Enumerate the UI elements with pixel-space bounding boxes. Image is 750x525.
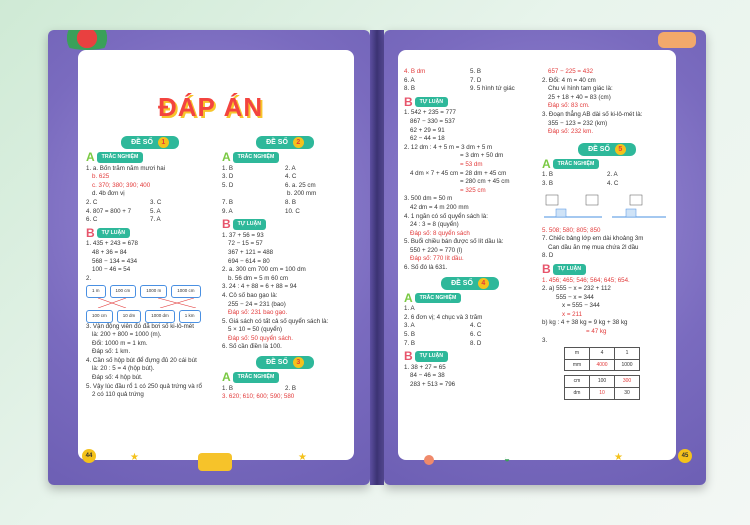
tu-luan-heading: B TỰ LUẬN bbox=[542, 264, 672, 275]
answer-line: 3. D bbox=[222, 173, 234, 181]
answer-line: Đáp số: 4 hộp bút. bbox=[92, 374, 143, 382]
answer-line: 7. Chiếc bảng lớp em dài khoảng 3m bbox=[542, 235, 644, 243]
answer-line: b. 56 dm = 5 m 60 cm bbox=[228, 274, 289, 282]
answer-line: 9. A bbox=[222, 207, 233, 215]
de-so-1-badge: ĐỀ SỐ 1 bbox=[121, 136, 179, 149]
answer-line: 2. C bbox=[86, 198, 98, 206]
page-title: ĐÁP ÁN bbox=[158, 92, 264, 122]
answer-line: 694 − 614 = 80 bbox=[228, 257, 270, 265]
answer-line: 2. a) 555 − x = 232 + 112 bbox=[542, 285, 611, 293]
answer-line: 4. C bbox=[607, 179, 619, 187]
answer-line: 4. C bbox=[285, 173, 297, 181]
answer-line: 2. bbox=[86, 274, 92, 282]
star-icon: ★ bbox=[614, 452, 623, 463]
column-right-1 bbox=[404, 68, 536, 390]
answer-line: 62 + 29 = 91 bbox=[410, 126, 445, 134]
open-book bbox=[48, 30, 706, 500]
book-spine bbox=[370, 30, 384, 485]
trac-nghiem-heading: A TRẮC NGHIỆM bbox=[86, 152, 214, 163]
right-page bbox=[384, 30, 706, 485]
answer-line: 100 − 46 = 54 bbox=[92, 266, 131, 274]
answer-line: b. 625 bbox=[92, 173, 110, 181]
answer-line: 3. 500 dm = 50 m bbox=[404, 195, 453, 203]
letter-a-icon: A bbox=[222, 370, 231, 385]
answer-line: 4. C bbox=[470, 322, 482, 330]
answer-line: 4. Cô số bao gạo là: bbox=[222, 291, 278, 299]
answer-line: 8. D bbox=[470, 339, 482, 347]
flower-decoration bbox=[56, 30, 118, 50]
answer-line: Đáp số: 50 quyển sách. bbox=[228, 334, 294, 342]
answer-line: b. 200 mm bbox=[287, 190, 317, 198]
balance-scale-diagrams bbox=[542, 191, 670, 225]
balloon-icon bbox=[424, 455, 434, 465]
answer-line: 3. Vận động viên đó đã bơi số ki-lô-mét bbox=[86, 322, 194, 330]
answer-line: 3. C bbox=[150, 198, 162, 206]
answer-line: 1. 37 + 56 = 93 bbox=[222, 231, 264, 239]
de-so-3-badge: ĐỀ SỐ 3 bbox=[256, 356, 314, 369]
unit-box: 1 m bbox=[86, 285, 106, 298]
answer-line: 5. 508; 580; 805; 850 bbox=[542, 226, 601, 234]
answer-line: 5. A bbox=[150, 207, 161, 215]
column-de-so-2 bbox=[222, 136, 348, 402]
answer-line: 2. 6 đơn vị; 4 chục và 3 trăm bbox=[404, 313, 483, 321]
answer-line: 367 + 121 = 488 bbox=[228, 248, 274, 256]
answer-line: 6. Số đó là 631. bbox=[404, 264, 448, 272]
answer-line: 5 × 10 = 50 (quyển) bbox=[228, 326, 283, 334]
answer-line: 10. C bbox=[285, 207, 300, 215]
answer-line: d. 4b đơn vị bbox=[92, 190, 125, 198]
answer-line: = 3 dm + 50 dm bbox=[460, 152, 504, 160]
letter-b-icon: B bbox=[404, 94, 413, 109]
answer-line: 2. Đổi: 4 m = 40 cm bbox=[542, 76, 596, 84]
answer-line: Can dầu ăn mẹ mua chứa 2l dầu bbox=[548, 243, 639, 251]
answer-line: 5. Giá sách có tất cả số quyển sách là: bbox=[222, 317, 329, 325]
answer-line: 8. B bbox=[404, 85, 416, 93]
matching-boxes-top bbox=[86, 285, 214, 298]
tu-luan-heading: B TỰ LUẬN bbox=[404, 97, 536, 108]
answer-line: 5. Vậy lúc đầu rổ 1 có 250 quả trứng và rổ bbox=[86, 382, 202, 390]
letter-b-icon: B bbox=[86, 225, 95, 240]
answer-line: 867 − 330 = 537 bbox=[410, 117, 456, 125]
answer-line: 4. Cần số hộp bút để đựng đủ 20 cái bút bbox=[86, 356, 197, 364]
answer-line: Đáp số: 8 quyển sách bbox=[410, 229, 470, 237]
trac-nghiem-heading: A TRẮC NGHIỆM bbox=[404, 293, 536, 304]
answer-line: 2. 12 dm : 4 + 5 m = 3 dm + 5 m bbox=[404, 143, 493, 151]
watermelon-icon: ◒ bbox=[504, 454, 511, 465]
trac-nghiem-heading: A TRẮC NGHIỆM bbox=[542, 159, 672, 170]
answer-line: Đáp số: 1 km. bbox=[92, 348, 131, 356]
answer-line: 3. B bbox=[542, 179, 554, 187]
answer-line: 568 − 134 = 434 bbox=[92, 257, 138, 265]
answer-line: = 325 cm bbox=[460, 186, 486, 194]
answer-line: 7. B bbox=[222, 198, 234, 206]
unit-conversion-table: m 4 1 mm 4000 1000 bbox=[564, 347, 640, 371]
trac-nghiem-heading: A TRẮC NGHIỆM bbox=[222, 152, 348, 163]
unit-box: 1000 m bbox=[140, 285, 167, 298]
page-number-right: 45 bbox=[678, 449, 692, 463]
answer-line: 1. 38 + 27 = 65 bbox=[404, 363, 446, 371]
answer-line: 6. a. 25 cm bbox=[285, 181, 316, 189]
answer-line: là: 20 : 5 = 4 (hộp bút). bbox=[92, 365, 155, 373]
de-so-2-badge: ĐỀ SỐ 2 bbox=[256, 136, 314, 149]
answer-line: 25 + 18 + 40 = 83 (cm) bbox=[548, 93, 611, 101]
letter-b-icon: B bbox=[404, 349, 413, 364]
column-de-so-1 bbox=[86, 136, 214, 400]
answer-line: 48 + 36 = 84 bbox=[92, 248, 127, 256]
answer-line: Đáp số: 232 km. bbox=[548, 128, 594, 136]
letter-a-icon: A bbox=[222, 150, 231, 164]
answer-line: 6. A bbox=[404, 76, 415, 84]
answer-sheet-right bbox=[398, 50, 676, 460]
tu-luan-heading: B TỰ LUẬN bbox=[222, 219, 348, 230]
answer-line: 1. A bbox=[404, 305, 415, 313]
answer-line: 1. 456; 465; 546; 564; 645; 654. bbox=[542, 276, 630, 284]
answer-line: 2. A bbox=[285, 164, 296, 172]
letter-a-icon: A bbox=[542, 156, 551, 171]
answer-line: 255 − 24 = 231 (bao) bbox=[228, 300, 286, 308]
left-page bbox=[48, 30, 370, 485]
answer-line: 3. 620; 610; 600; 590; 580 bbox=[222, 393, 295, 401]
kids-illustration bbox=[658, 32, 696, 48]
unit-box: 1 km bbox=[179, 310, 201, 323]
answer-line: 4 dm × 7 + 45 cm = 28 dm + 45 cm bbox=[410, 169, 507, 177]
unit-box: 1000 dm bbox=[145, 310, 175, 323]
answer-line: = 47 kg bbox=[586, 328, 607, 336]
answer-line: 42 dm = 4 m 200 mm bbox=[410, 203, 469, 211]
column-right-2 bbox=[542, 68, 672, 400]
answer-line: 657 − 225 = 432 bbox=[548, 68, 594, 75]
answer-line: 1. a. Bốn trăm năm mươi hai bbox=[86, 164, 166, 172]
answer-line: 6. C bbox=[86, 216, 98, 224]
answer-line: 5. B bbox=[470, 68, 482, 75]
answer-line: Đổi: 1000 m = 1 km. bbox=[92, 339, 148, 347]
answer-line: 1. B bbox=[222, 164, 234, 172]
answer-line: là: 200 + 800 = 1000 (m). bbox=[92, 331, 162, 339]
answer-line: 8. D bbox=[542, 252, 554, 260]
star-icon: ★ bbox=[130, 452, 139, 463]
letter-a-icon: A bbox=[404, 290, 413, 305]
answer-line: 555 − x = 344 bbox=[556, 293, 594, 301]
answer-line: 1. B bbox=[542, 171, 554, 179]
answer-line: = 280 cm + 45 cm bbox=[460, 178, 510, 186]
answer-line: 5. B bbox=[404, 331, 416, 339]
answer-line: 4. 807 = 800 + 7 bbox=[86, 207, 132, 215]
answer-line: 7. A bbox=[150, 216, 161, 224]
matching-lines bbox=[86, 298, 211, 308]
answer-line: c. 370; 380; 390; 400 bbox=[92, 181, 151, 189]
letter-a-icon: A bbox=[86, 150, 95, 164]
answer-line: 8. B bbox=[285, 198, 297, 206]
answer-line: 9. 5 hình tứ giác bbox=[470, 85, 515, 93]
star-icon: ★ bbox=[298, 452, 307, 463]
answer-line: 6. Số cần điền là 100. bbox=[222, 343, 282, 351]
unit-box: 100 cm bbox=[86, 310, 113, 323]
tu-luan-heading: B TỰ LUẬN bbox=[86, 228, 214, 239]
answer-line: 5. D bbox=[222, 181, 234, 189]
answer-line: 72 − 15 = 57 bbox=[228, 240, 263, 248]
answer-line: 2. A bbox=[607, 171, 618, 179]
answer-line: 4. 1 ngăn có số quyển sách là: bbox=[404, 212, 488, 220]
answer-line: 550 + 220 = 770 (l) bbox=[410, 246, 463, 254]
answer-line: 4. B dm bbox=[404, 68, 426, 75]
answer-line: 3. A bbox=[404, 322, 415, 330]
answer-line: 3. 24 : 4 + 88 = 6 + 88 = 94 bbox=[222, 283, 297, 291]
page-number-left: 44 bbox=[82, 449, 96, 463]
unit-conversion-table: cm 100 300 dm 10 30 bbox=[564, 375, 640, 399]
letter-b-icon: B bbox=[542, 261, 551, 276]
answer-sheet-left bbox=[78, 50, 354, 460]
answer-line: b) kg : 4 + 38 kg = 9 kg + 38 kg bbox=[542, 319, 628, 327]
answer-line: Đáp số: 770 lít dầu. bbox=[410, 255, 464, 263]
answer-line: 24 : 3 = 8 (quyển) bbox=[410, 221, 459, 229]
answer-line: 7. D bbox=[470, 76, 482, 84]
answer-line: 7. B bbox=[404, 339, 416, 347]
letter-b-icon: B bbox=[222, 217, 231, 232]
answer-line: 283 + 513 = 796 bbox=[410, 381, 456, 388]
answer-line: Đáp số: 83 cm. bbox=[548, 102, 590, 110]
answer-line: 2. a. 300 cm 700 cm = 100 dm bbox=[222, 266, 306, 274]
answer-line: 1. 435 + 243 = 678 bbox=[86, 240, 138, 248]
answer-line: 2 có 110 quả trứng bbox=[92, 391, 144, 399]
answer-line: Chu vi hình tam giác là: bbox=[548, 85, 613, 93]
unit-box: 10 dm bbox=[117, 310, 142, 323]
answer-line: 84 − 46 = 38 bbox=[410, 372, 445, 380]
answer-line: 6. C bbox=[470, 331, 482, 339]
answer-line: 1. 542 + 235 = 777 bbox=[404, 109, 456, 117]
unit-box: 1000 cm bbox=[171, 285, 200, 298]
answer-line: 355 − 123 = 232 (km) bbox=[548, 119, 608, 127]
answer-line: x = 211 bbox=[562, 310, 583, 318]
tu-luan-heading: B TỰ LUẬN bbox=[404, 351, 536, 362]
answer-line: 62 − 44 = 18 bbox=[410, 135, 445, 143]
answer-line: 5. Buổi chiều bán được số lít dầu là: bbox=[404, 238, 504, 246]
de-so-4-badge: ĐỀ SỐ 4 bbox=[441, 277, 499, 290]
answer-line: 2. B bbox=[285, 384, 297, 392]
answer-line: x = 555 − 344 bbox=[562, 302, 600, 310]
answer-line: 1. B bbox=[222, 384, 234, 392]
unit-box: 100 cm bbox=[110, 285, 137, 298]
answer-line: 3. Đoạn thẳng AB dài số ki-lô-mét là: bbox=[542, 110, 643, 118]
answer-line: Đáp số: 231 bao gạo. bbox=[228, 309, 288, 317]
trac-nghiem-heading: A TRẮC NGHIỆM bbox=[222, 372, 348, 383]
de-so-5-badge: ĐỀ SỐ 5 bbox=[578, 143, 636, 156]
answer-line: 3. bbox=[542, 336, 548, 344]
school-bus-icon bbox=[198, 453, 232, 471]
matching-boxes-bottom bbox=[86, 310, 214, 323]
answer-line: = 53 dm bbox=[460, 160, 483, 168]
